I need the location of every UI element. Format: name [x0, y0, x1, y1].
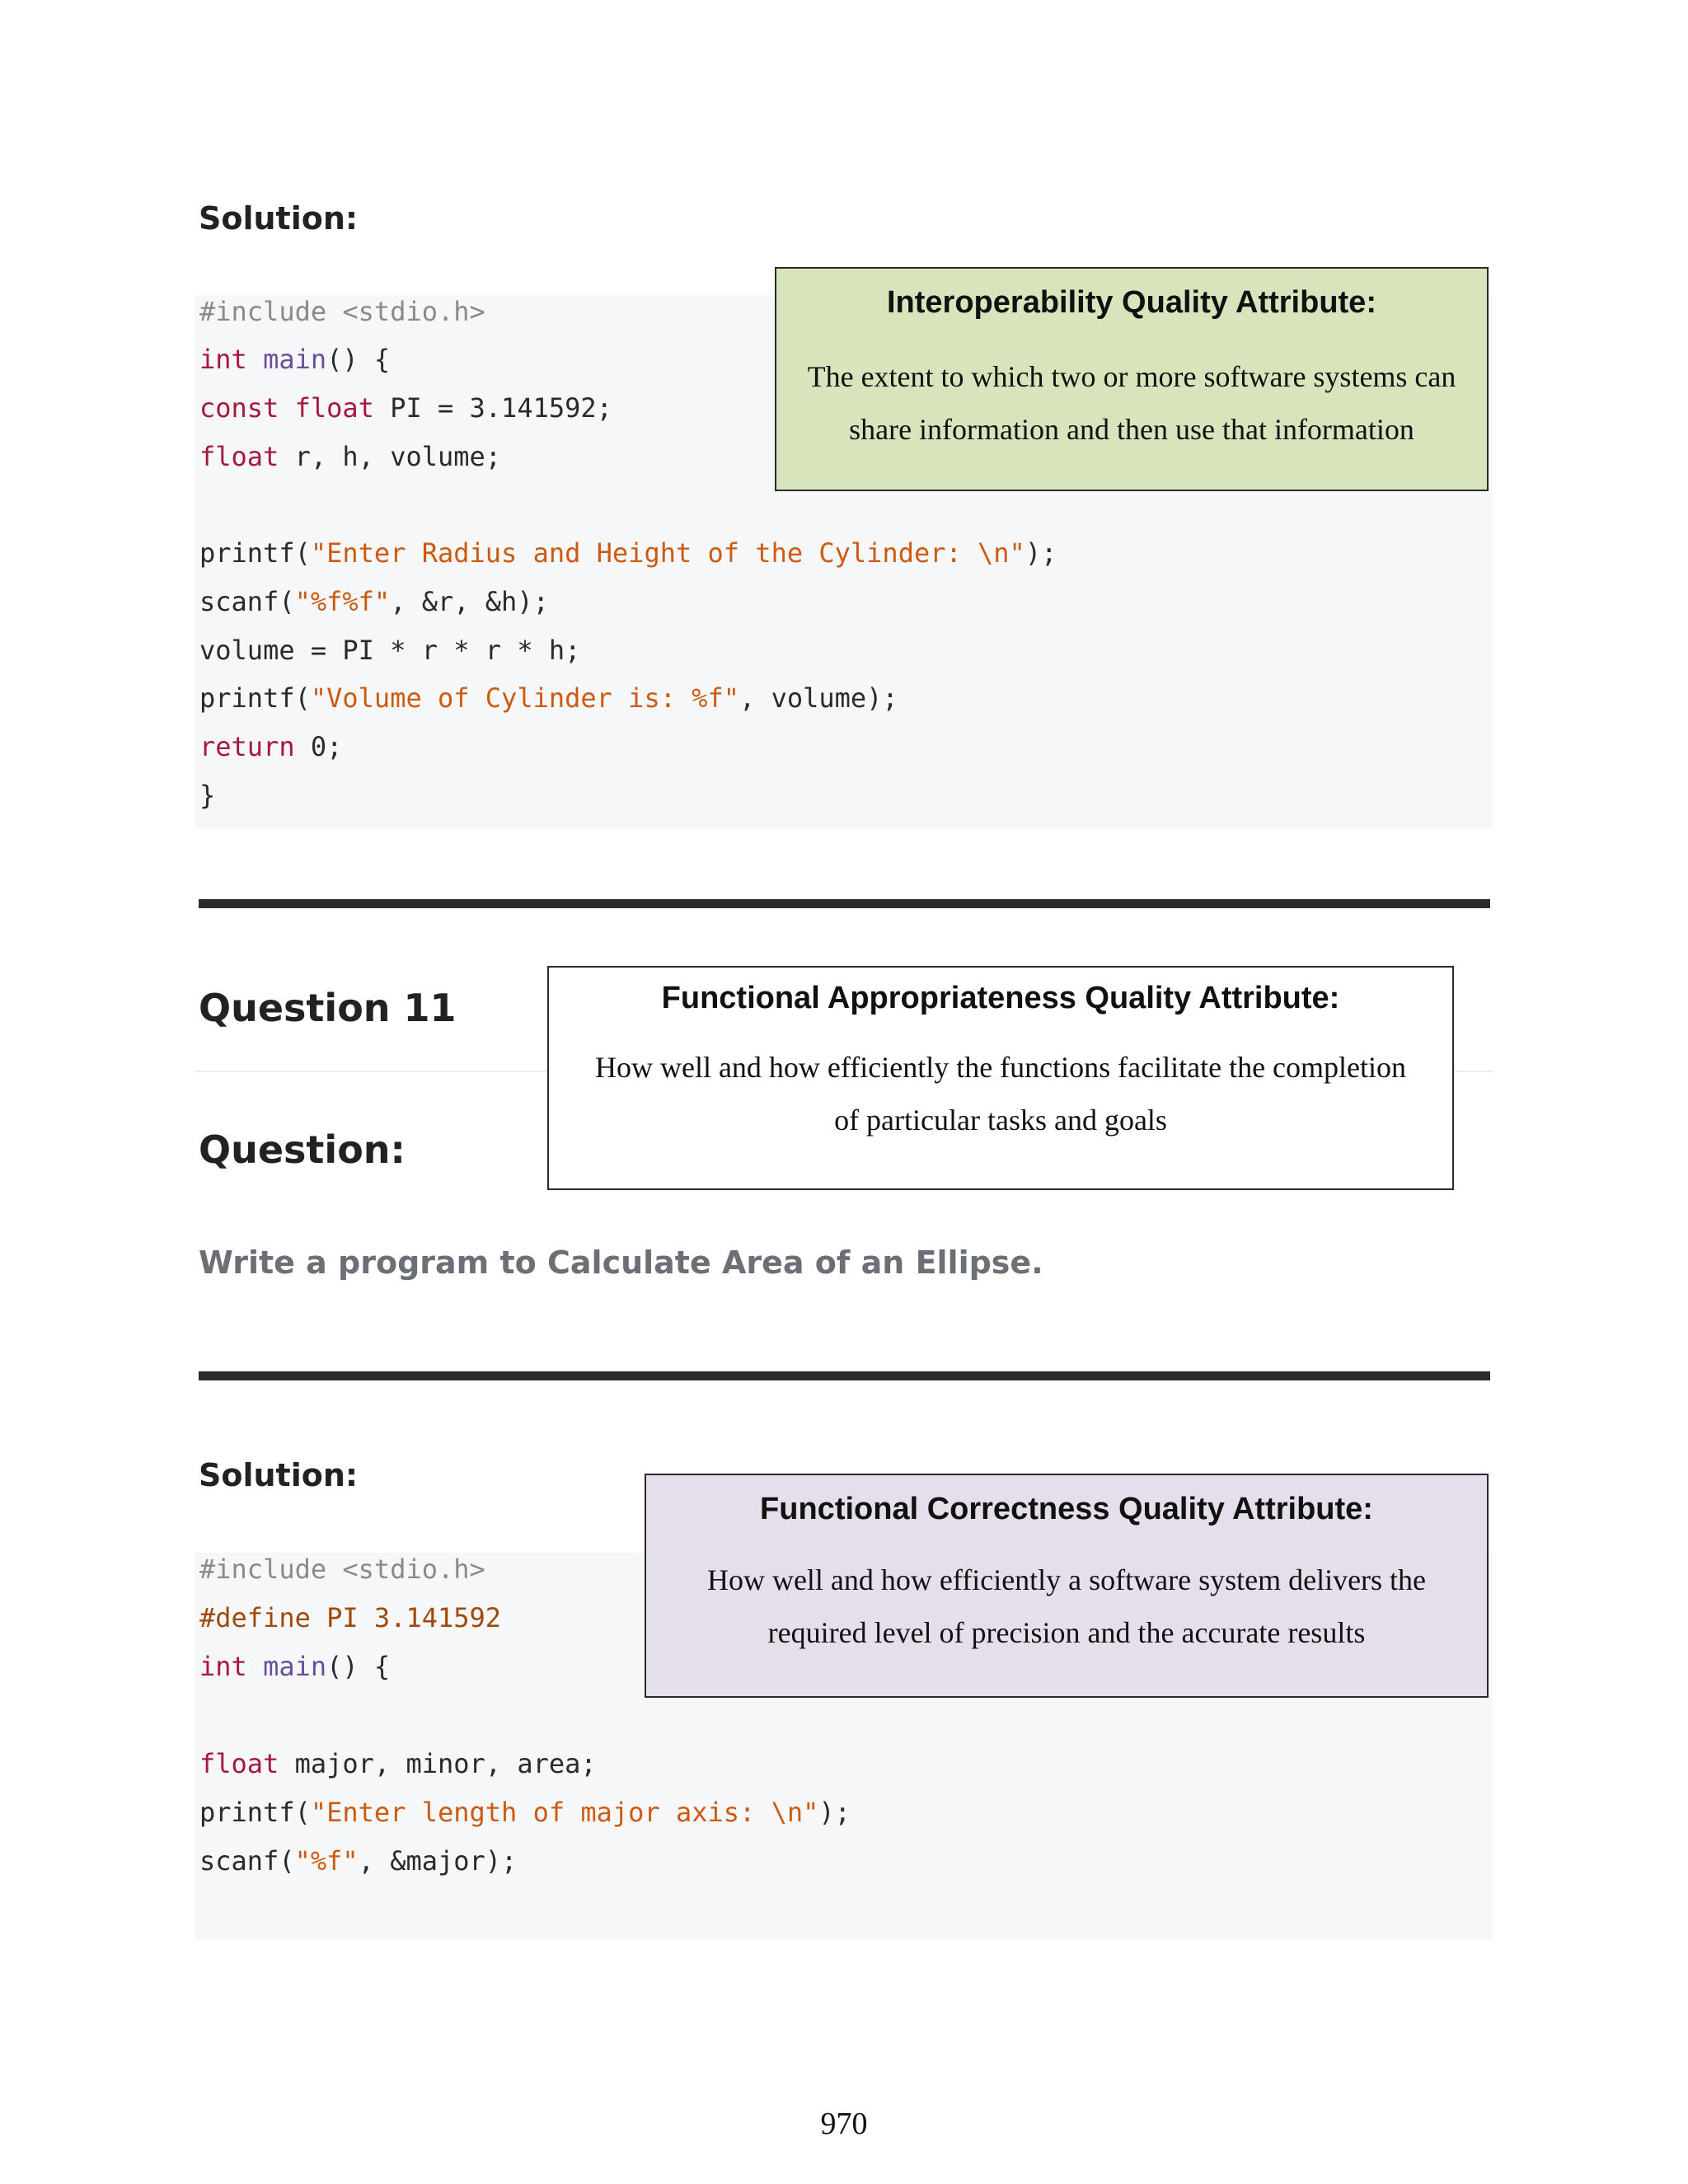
page-number: 970	[820, 2107, 868, 2141]
functional-correctness-callout	[645, 1474, 1489, 1698]
callout-title: Interoperability Quality Attribute:	[887, 285, 1376, 320]
callout-body: The extent to which two or more software systems can share information and then use that information	[807, 360, 1456, 446]
code-line: float r, h, volume;	[199, 441, 502, 472]
code-line: scanf("%f", &major);	[199, 1845, 518, 1877]
section-divider	[199, 1371, 1490, 1380]
code-line: int main() {	[199, 344, 391, 375]
code-line: int main() {	[199, 1651, 391, 1682]
callout-body: How well and how efficiently the functions facilitate the completion of particular tasks and goals	[594, 1051, 1407, 1137]
code-line: const float PI = 3.141592;	[199, 392, 612, 424]
interoperability-callout	[775, 267, 1489, 491]
code-line: printf("Enter Radius and Height of the Cylinder: \n");	[199, 537, 1057, 569]
solution-heading: Solution:	[199, 1457, 359, 1493]
code-line: float major, minor, area;	[199, 1748, 597, 1779]
callout-title: Functional Appropriateness Quality Attribute:	[661, 981, 1340, 1015]
callout-body: How well and how efficiently a software system delivers the required level of precision and the accurate results	[706, 1563, 1427, 1649]
code-line: volume = PI * r * r * h;	[199, 635, 581, 666]
code-line: }	[199, 780, 216, 811]
callout-title: Functional Correctness Quality Attribute:	[760, 1492, 1373, 1526]
code-line: scanf("%f%f", &r, &h);	[199, 586, 549, 617]
question-number-heading: Question 11	[199, 986, 457, 1030]
code-line: #include <stdio.h>	[199, 1554, 485, 1585]
question-label: Question:	[199, 1127, 406, 1172]
code-line: #define PI 3.141592	[199, 1602, 502, 1633]
code-line: printf("Enter length of major axis: \n");	[199, 1797, 851, 1828]
code-line: return 0;	[199, 731, 343, 762]
section-divider	[199, 899, 1490, 908]
solution-heading: Solution:	[199, 200, 359, 237]
question-text: Write a program to Calculate Area of an Ellipse.	[199, 1244, 1043, 1281]
functional-appropriateness-callout	[547, 966, 1454, 1190]
code-line: #include <stdio.h>	[199, 296, 485, 327]
code-line: printf("Volume of Cylinder is: %f", volume);	[199, 682, 898, 714]
